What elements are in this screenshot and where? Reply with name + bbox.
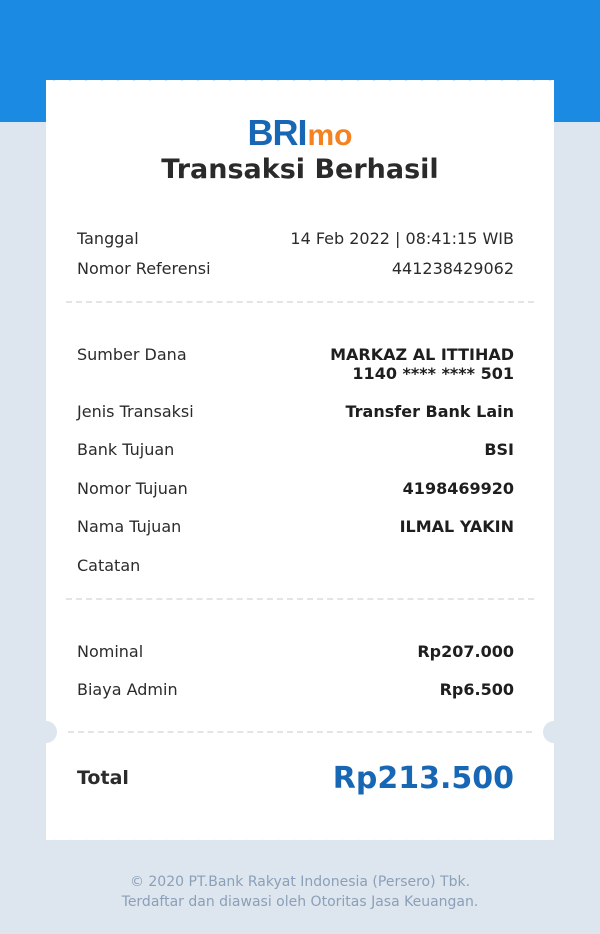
bank-tujuan-value: BSI bbox=[484, 440, 514, 459]
divider-1 bbox=[66, 301, 534, 303]
nama-tujuan-value: ILMAL YAKIN bbox=[399, 517, 514, 536]
sumber-dana-value bbox=[330, 345, 514, 383]
receipt-card bbox=[46, 80, 554, 840]
sumber-dana-name: MARKAZ AL ITTIHAD bbox=[330, 345, 514, 364]
referensi-value: 441238429062 bbox=[391, 259, 514, 278]
jenis-transaksi-label: Jenis Transaksi bbox=[77, 402, 194, 421]
referensi-label: Nomor Referensi bbox=[77, 259, 211, 278]
bank-tujuan-label: Bank Tujuan bbox=[77, 440, 175, 459]
nominal-value: Rp207.000 bbox=[417, 642, 514, 661]
nama-tujuan-label: Nama Tujuan bbox=[77, 517, 182, 536]
sumber-dana-label: Sumber Dana bbox=[77, 345, 187, 364]
nominal-label: Nominal bbox=[77, 642, 144, 661]
total-label: Total bbox=[77, 767, 129, 789]
receipt-notch-left bbox=[35, 721, 57, 743]
footer bbox=[0, 872, 600, 912]
tanggal-label: Tanggal bbox=[77, 229, 139, 248]
receipt-notch-right bbox=[543, 721, 565, 743]
receipt-bottom-edge bbox=[46, 835, 554, 845]
biaya-admin-value: Rp6.500 bbox=[439, 680, 514, 699]
divider-2 bbox=[66, 598, 534, 600]
nomor-tujuan-value: 4198469920 bbox=[402, 479, 514, 498]
nomor-tujuan-label: Nomor Tujuan bbox=[77, 479, 188, 498]
logo-bri-text: BRI bbox=[247, 112, 307, 153]
catatan-label: Catatan bbox=[77, 556, 141, 575]
brimo-logo bbox=[46, 112, 554, 154]
jenis-transaksi-value: Transfer Bank Lain bbox=[345, 402, 514, 421]
receipt-top-edge bbox=[46, 75, 554, 85]
footer-copyright: © 2020 PT.Bank Rakyat Indonesia (Persero) Tbk. bbox=[129, 874, 471, 890]
tanggal-value: 14 Feb 2022 | 08:41:15 WIB bbox=[290, 229, 514, 248]
total-value: Rp213.500 bbox=[332, 761, 514, 796]
page-title: Transaksi Berhasil bbox=[161, 154, 439, 185]
biaya-admin-label: Biaya Admin bbox=[77, 680, 178, 699]
footer-regulator: Terdaftar dan diawasi oleh Otoritas Jasa Keuangan. bbox=[121, 894, 479, 910]
sumber-dana-account: 1140 **** **** 501 bbox=[352, 364, 514, 383]
logo-mo-text: mo bbox=[307, 119, 353, 152]
divider-3 bbox=[68, 731, 532, 733]
